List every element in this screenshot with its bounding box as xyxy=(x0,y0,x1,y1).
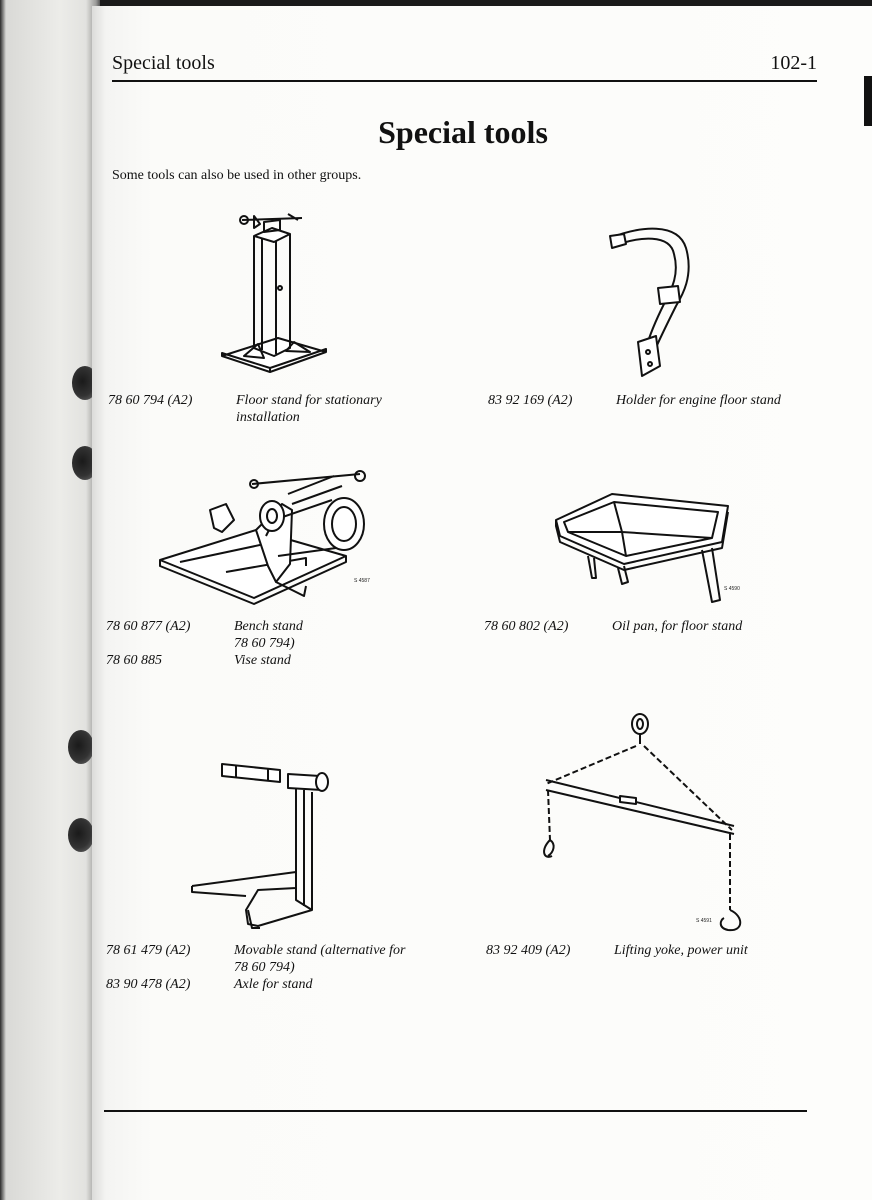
punch-hole xyxy=(68,818,94,852)
tool-description: Lifting yoke, power unit xyxy=(614,943,748,958)
part-number: 78 60 885 xyxy=(106,653,162,668)
figure-code: S 4590 xyxy=(724,586,740,592)
tool-description: installation xyxy=(236,410,300,425)
tool-description: Bench stand xyxy=(234,619,303,634)
page-number: 102-1 xyxy=(770,52,817,74)
tool-entry xyxy=(106,942,446,1000)
part-number: 78 61 479 (A2) xyxy=(106,943,191,958)
tool-description: Holder for engine floor stand xyxy=(616,393,781,408)
tool-entry xyxy=(484,618,824,638)
part-number: 83 92 409 (A2) xyxy=(486,943,571,958)
tool-entry xyxy=(488,392,828,412)
tool-description: Oil pan, for floor stand xyxy=(612,619,743,634)
figure-code: S 4591 xyxy=(696,918,712,924)
tool-entry xyxy=(486,942,826,962)
part-number: 78 60 877 (A2) xyxy=(106,619,191,634)
tool-description: 78 60 794) xyxy=(234,960,295,975)
tool-description: Vise stand xyxy=(234,653,291,668)
part-number: 83 90 478 (A2) xyxy=(106,977,191,992)
manual-page xyxy=(92,6,872,1200)
figure-code: S 4587 xyxy=(354,578,370,584)
page-title: Special tools xyxy=(378,114,548,150)
tool-entry xyxy=(106,618,446,676)
binder-edge xyxy=(0,0,100,1200)
bench-stand-illustration xyxy=(156,464,386,614)
page-header xyxy=(112,52,817,82)
tool-description: Axle for stand xyxy=(234,977,313,992)
movable-stand-illustration xyxy=(188,760,352,930)
tool-description: Floor stand for stationary xyxy=(236,393,382,408)
floor-stand-illustration xyxy=(214,206,334,376)
part-number: 78 60 794 (A2) xyxy=(108,393,193,408)
punch-hole xyxy=(68,730,94,764)
section-edge-tab xyxy=(864,76,872,126)
part-number: 83 92 169 (A2) xyxy=(488,393,573,408)
tool-description: Movable stand (alternative for xyxy=(234,943,406,958)
lifting-yoke-illustration xyxy=(536,710,756,938)
intro-text: Some tools can also be used in other groups. xyxy=(112,168,362,183)
oil-pan-illustration xyxy=(552,492,742,612)
tool-description: 78 60 794) xyxy=(234,636,295,651)
holder-illustration xyxy=(600,226,710,386)
part-number: 78 60 802 (A2) xyxy=(484,619,569,634)
footer-rule xyxy=(104,1110,807,1112)
tool-entry xyxy=(108,392,448,432)
section-title: Special tools xyxy=(112,52,215,74)
